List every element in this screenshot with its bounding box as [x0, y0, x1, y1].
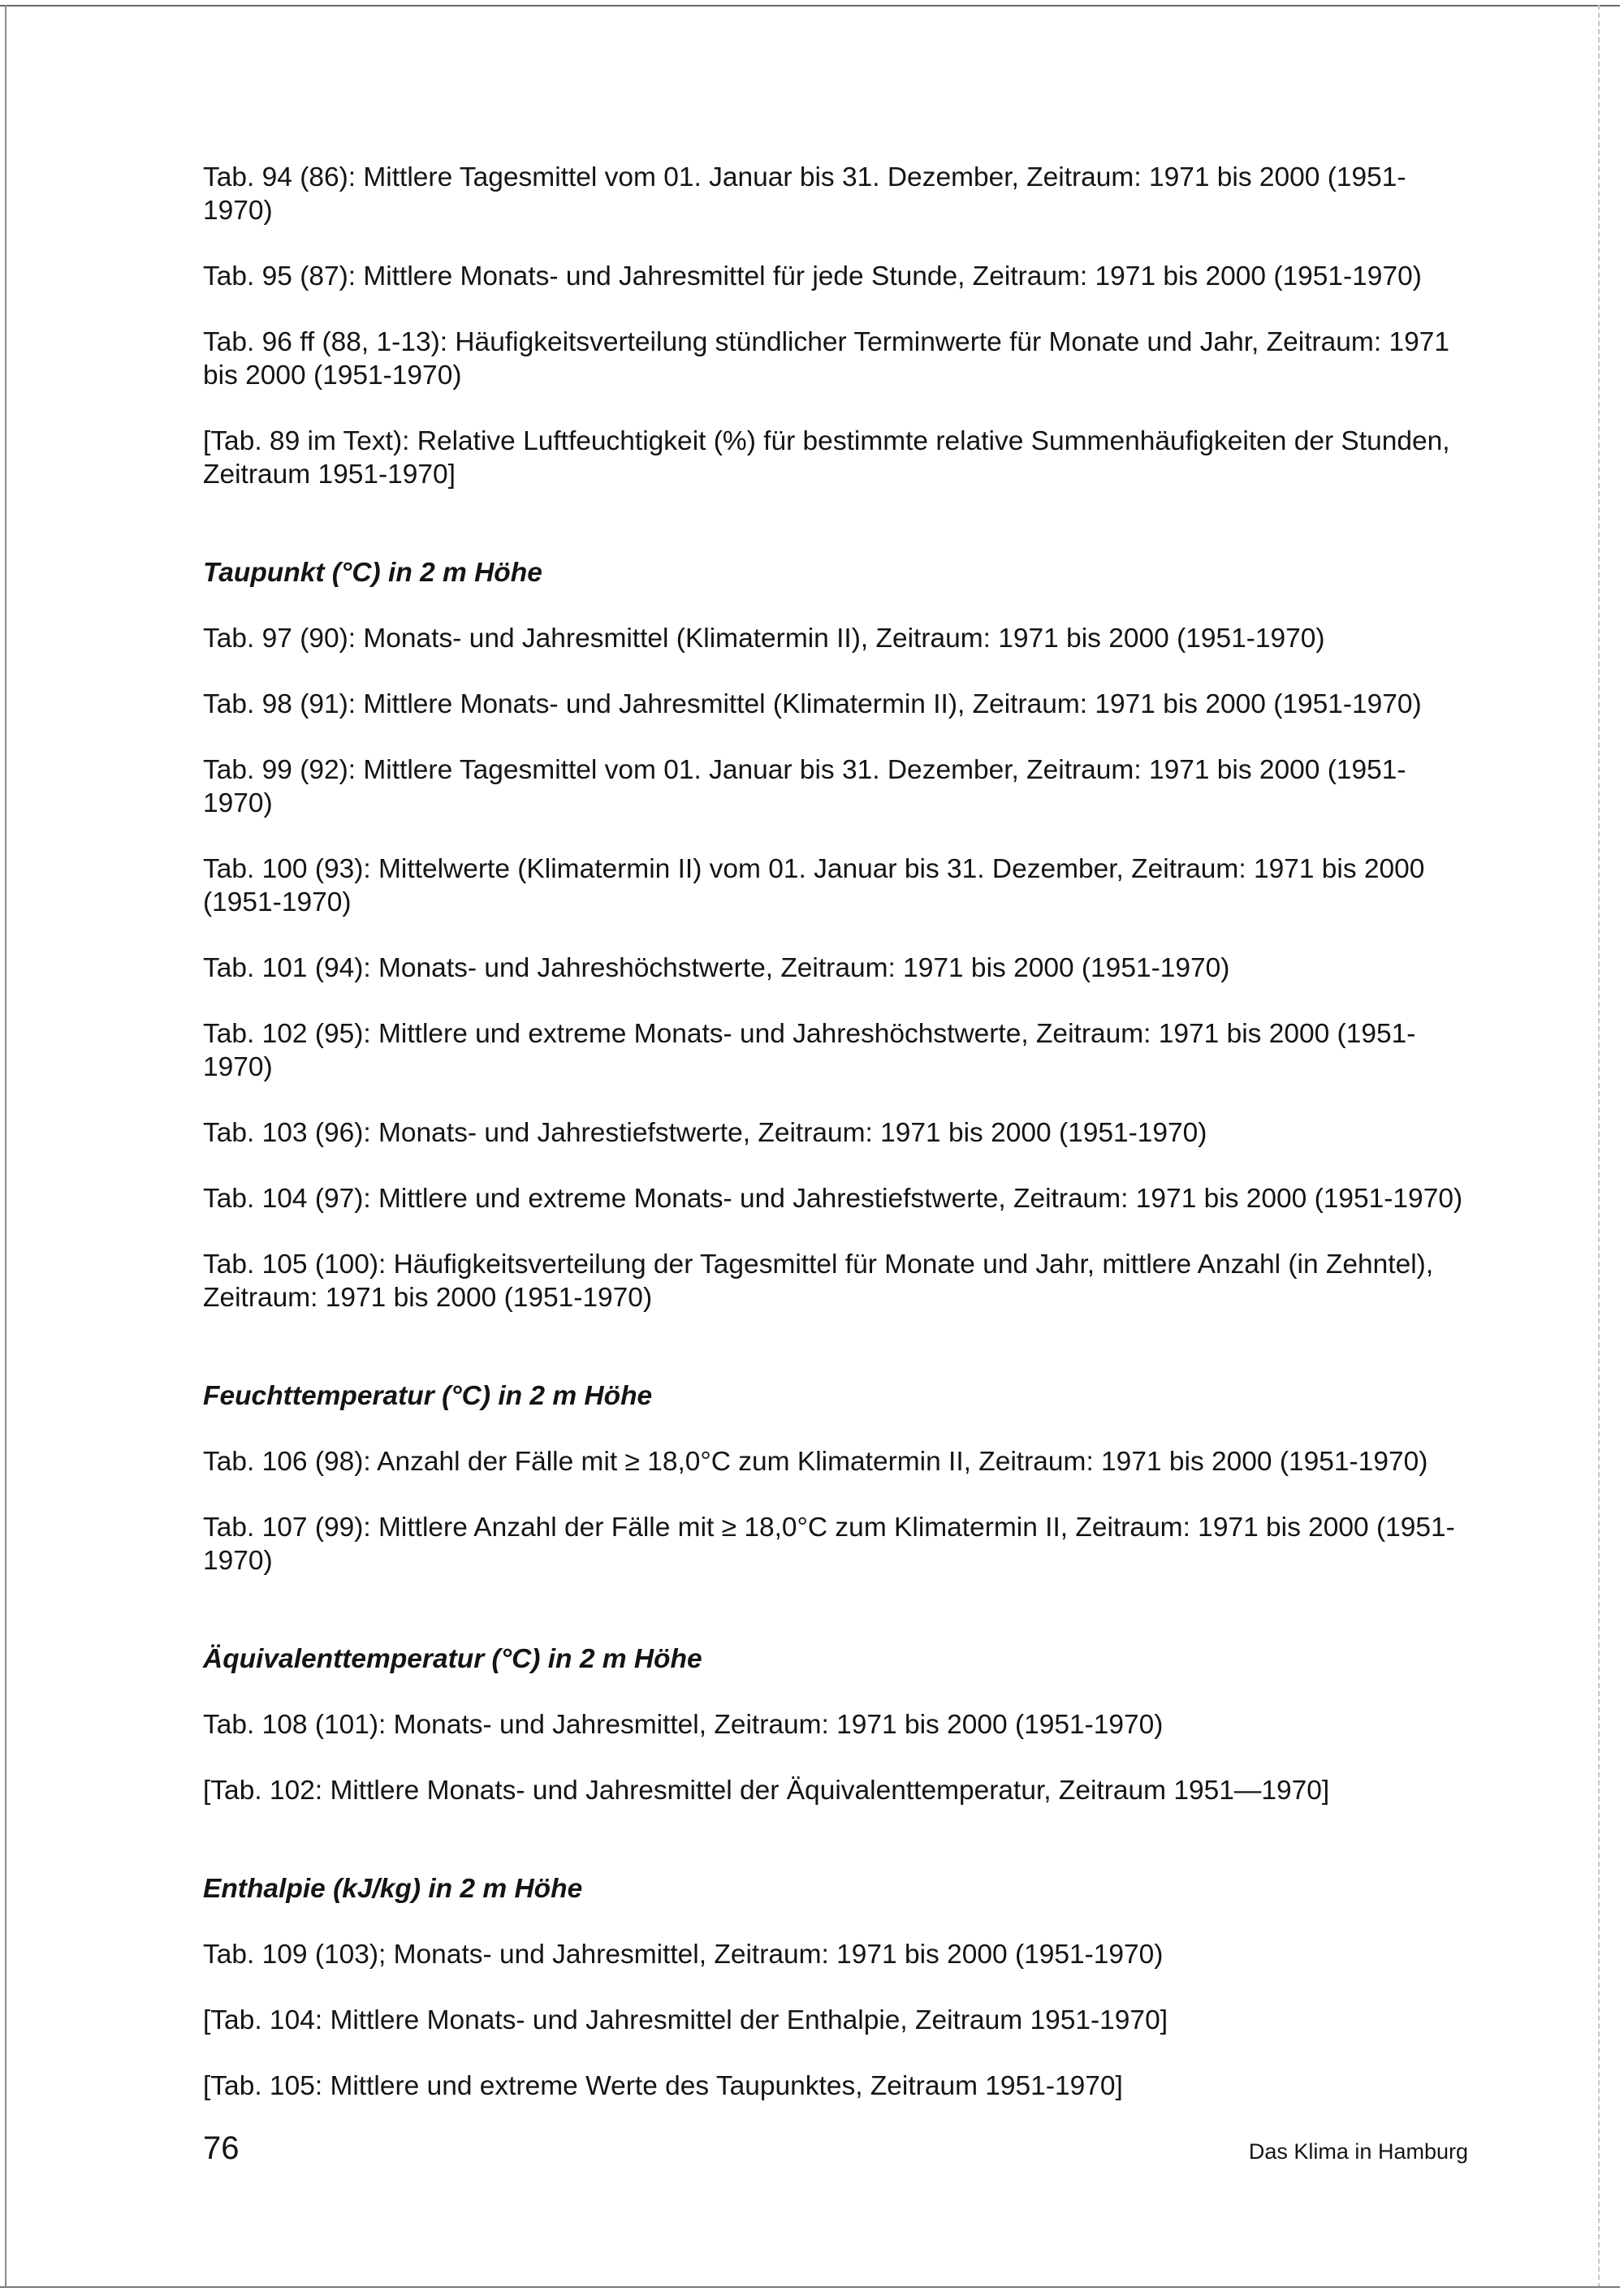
table-entry: Tab. 108 (101): Monats- und Jahresmittel, Zeitraum: 1971 bis 2000 (1951-1970) [203, 1710, 1164, 1740]
table-entry: Tab. 100 (93): Mittelwerte (Klimatermin II) vom 01. Januar bis 31. Dezember, Zeitraum: 1971 bis 2000 (1951-1970) [203, 854, 1425, 917]
table-entry: Tab. 109 (103); Monats- und Jahresmittel, Zeitraum: 1971 bis 2000 (1951-1970) [203, 1940, 1164, 1970]
section-relative-humidity-continued [203, 161, 1470, 491]
table-entry: [Tab. 102: Mittlere Monats- und Jahresmittel der Äquivalenttemperatur, Zeitraum 1951—1970] [203, 1776, 1330, 1806]
table-entry: Tab. 107 (99): Mittlere Anzahl der Fälle mit ≥ 18,0°C zum Klimatermin II, Zeitraum: 1971 bis 2000 (1951-1970) [203, 1513, 1455, 1576]
table-entry: Tab. 103 (96): Monats- und Jahrestiefstwerte, Zeitraum: 1971 bis 2000 (1951-1970) [203, 1118, 1207, 1148]
section-enthalpy [203, 1872, 1470, 2103]
section-heading: Äquivalenttemperatur (°C) in 2 m Höhe [203, 1644, 702, 1674]
table-entry: Tab. 97 (90): Monats- und Jahresmittel (Klimatermin II), Zeitraum: 1971 bis 2000 (1951-1970) [203, 624, 1325, 654]
section-wet-bulb-temperature [203, 1379, 1470, 1577]
scan-border-left [5, 5, 6, 2288]
table-entry: Tab. 99 (92): Mittlere Tagesmittel vom 01. Januar bis 31. Dezember, Zeitraum: 1971 bis 2000 (1951-1970) [203, 755, 1406, 818]
scan-border-bottom [0, 2286, 1620, 2288]
table-index-content [203, 161, 1470, 2135]
table-entry: [Tab. 104: Mittlere Monats- und Jahresmittel der Enthalpie, Zeitraum 1951-1970] [203, 2005, 1168, 2035]
scan-border-right [1598, 5, 1600, 2288]
table-entry: Tab. 106 (98): Anzahl der Fälle mit ≥ 18,0°C zum Klimatermin II, Zeitraum: 1971 bis 2000 (1951-1970) [203, 1447, 1428, 1477]
table-entry: [Tab. 89 im Text): Relative Luftfeuchtigkeit (%) für bestimmte relative Summenhäufigkeiten der Stunden, Zeitraum 1951-1970] [203, 426, 1450, 490]
table-entry: Tab. 96 ff (88, 1-13): Häufigkeitsverteilung stündlicher Terminwerte für Monate und Jahr, Zeitraum: 1971 bis 2000 (1951-1970) [203, 327, 1449, 391]
table-entry: Tab. 101 (94): Monats- und Jahreshöchstwerte, Zeitraum: 1971 bis 2000 (1951-1970) [203, 953, 1230, 983]
table-entry: Tab. 105 (100): Häufigkeitsverteilung der Tagesmittel für Monate und Jahr, mittlere Anzahl (in Zehntel), Zeitraum: 1971 bis 2000 (1951-1970) [203, 1249, 1434, 1313]
section-heading: Taupunkt (°C) in 2 m Höhe [203, 558, 542, 588]
table-entry: Tab. 94 (86): Mittlere Tagesmittel vom 01. Januar bis 31. Dezember, Zeitraum: 1971 bis 2000 (1951-1970) [203, 162, 1406, 226]
section-heading: Enthalpie (kJ/kg) in 2 m Höhe [203, 1874, 583, 1904]
running-footer-title: Das Klima in Hamburg [1248, 2139, 1468, 2164]
section-heading: Feuchttemperatur (°C) in 2 m Höhe [203, 1381, 653, 1411]
section-dew-point [203, 556, 1470, 1314]
table-entry: Tab. 98 (91): Mittlere Monats- und Jahresmittel (Klimatermin II), Zeitraum: 1971 bis 2000 (1951-1970) [203, 689, 1422, 719]
table-entry: [Tab. 105: Mittlere und extreme Werte des Taupunktes, Zeitraum 1951-1970] [203, 2071, 1123, 2101]
page-number: 76 [203, 2130, 240, 2166]
table-entry: Tab. 102 (95): Mittlere und extreme Monats- und Jahreshöchstwerte, Zeitraum: 1971 bis 2000 (1951-1970) [203, 1019, 1416, 1082]
table-entry: Tab. 104 (97): Mittlere und extreme Monats- und Jahrestiefstwerte, Zeitraum: 1971 bis 2000 (1951-1970) [203, 1184, 1463, 1214]
section-equivalent-temperature [203, 1642, 1470, 1807]
table-entry: Tab. 95 (87): Mittlere Monats- und Jahresmittel für jede Stunde, Zeitraum: 1971 bis 2000 (1951-1970) [203, 261, 1422, 291]
scan-border-top [0, 5, 1620, 6]
